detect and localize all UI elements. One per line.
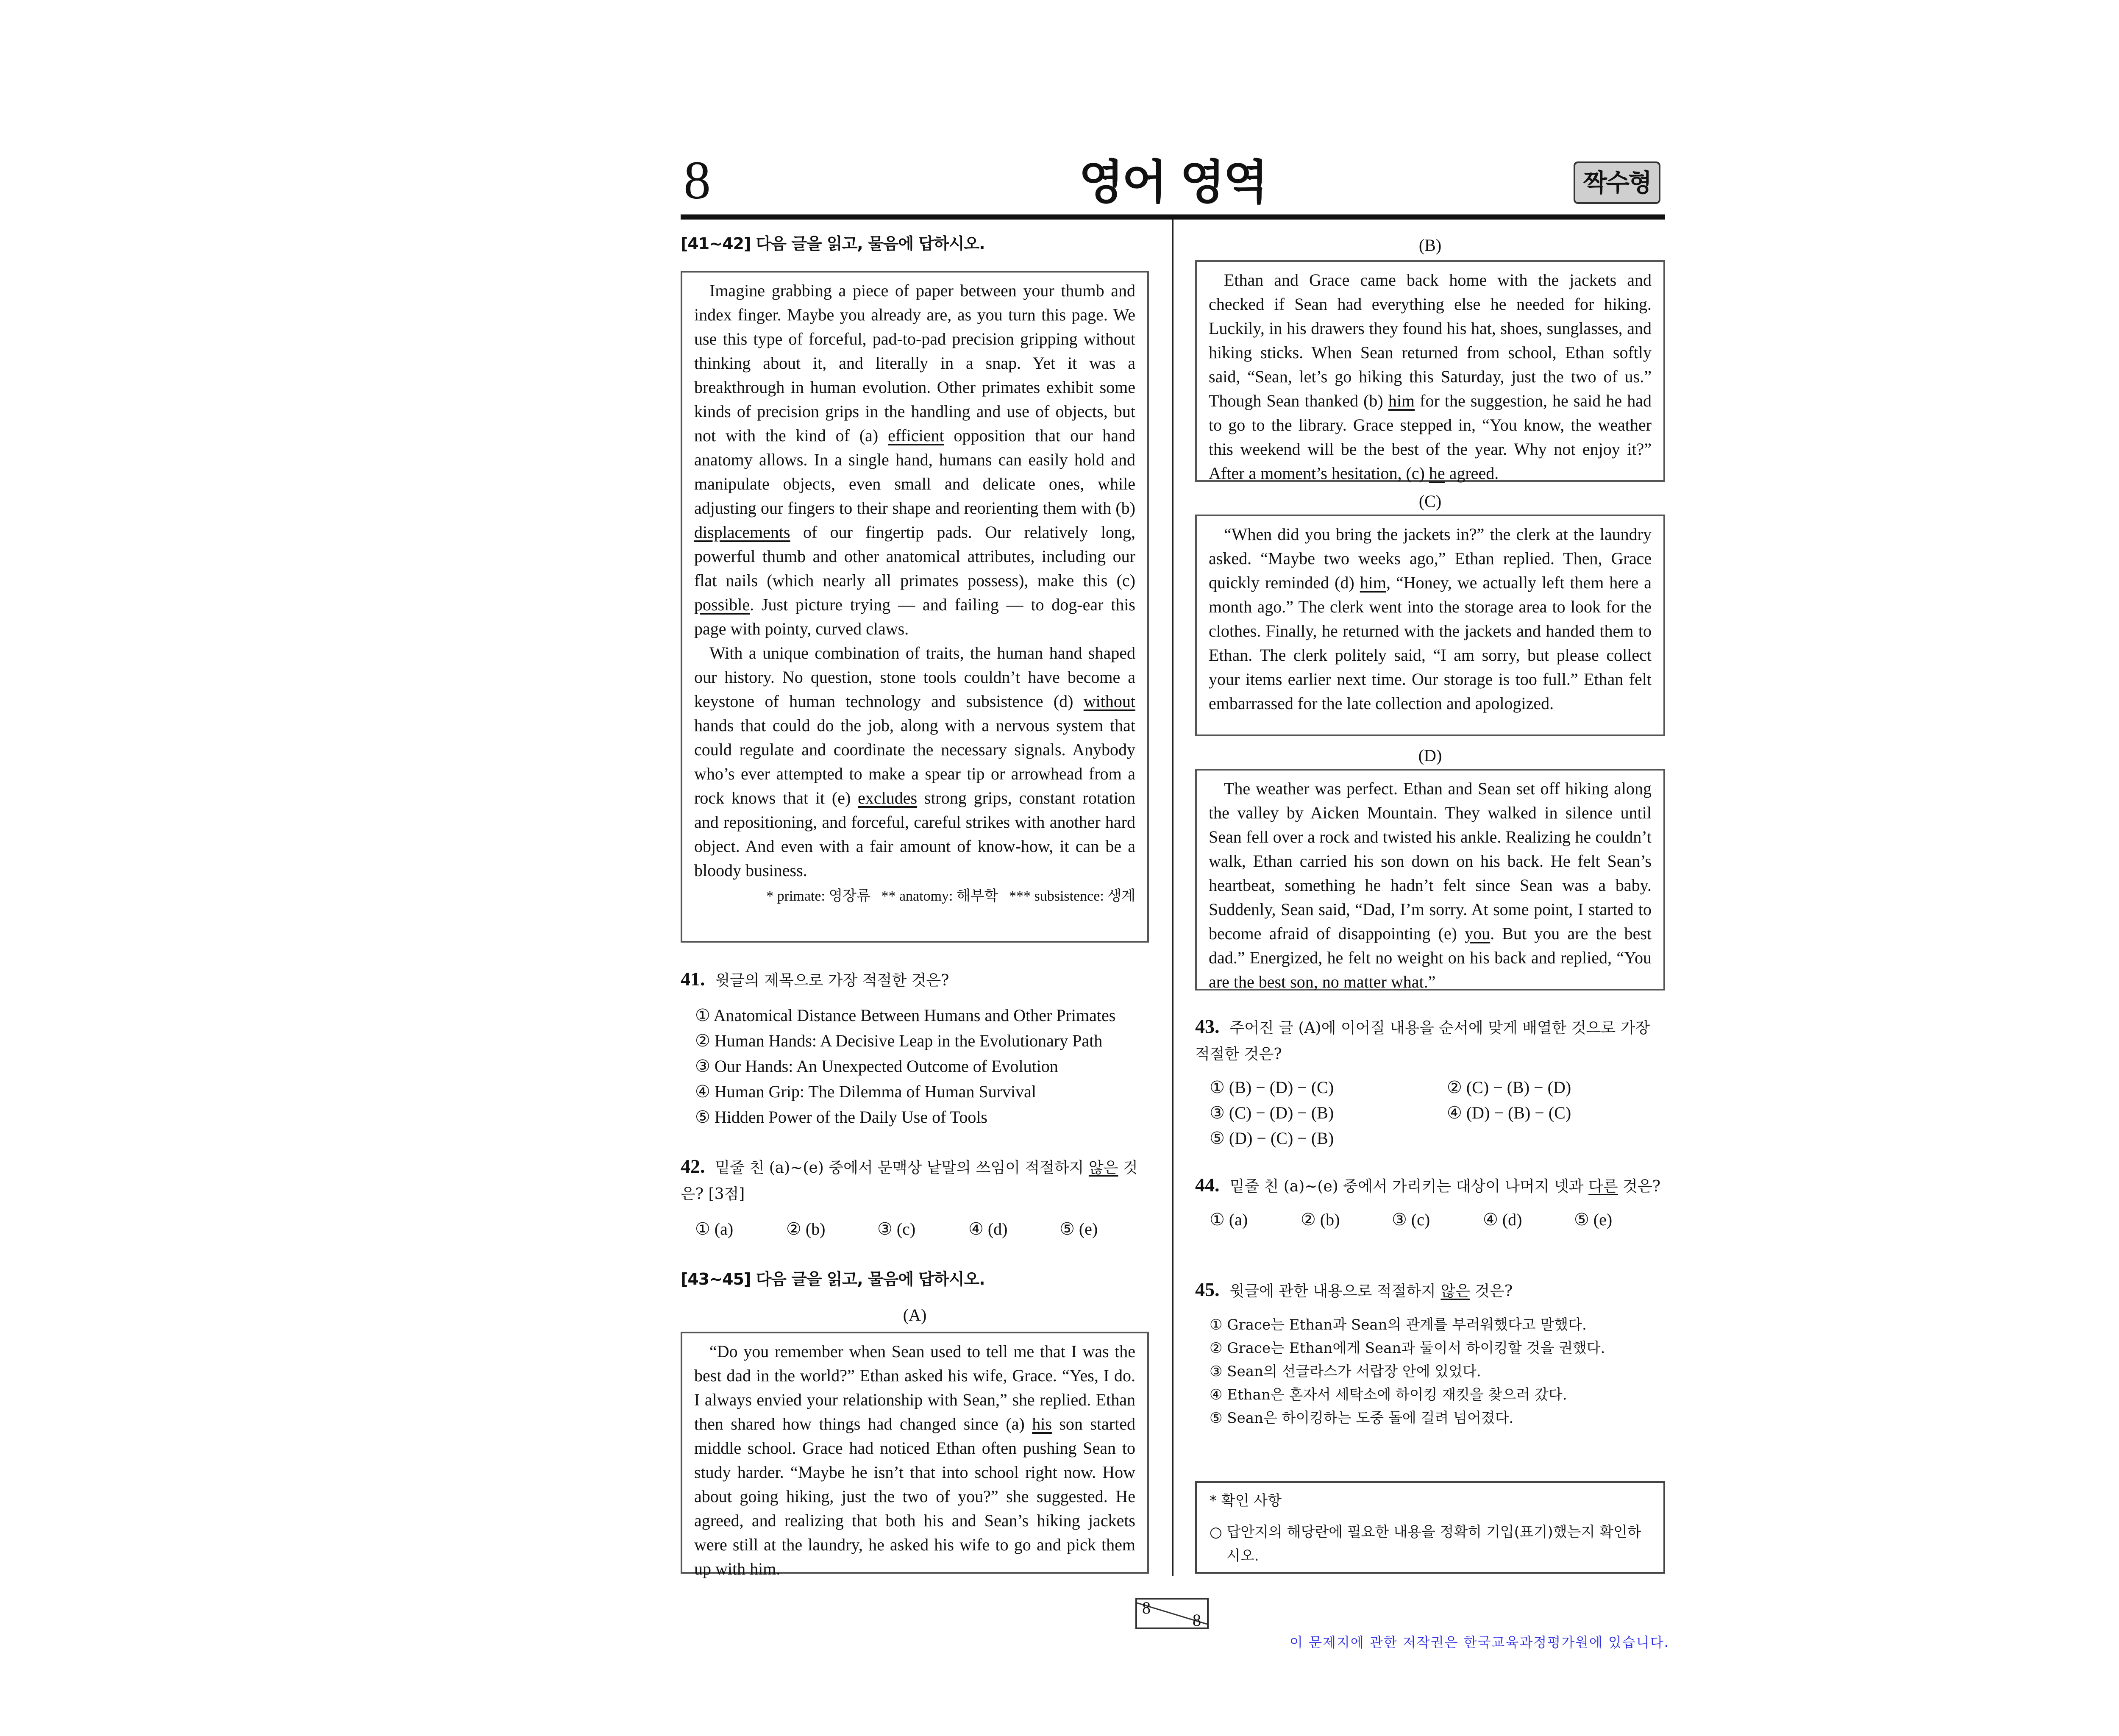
option-2[interactable]: ② Human Hands: A Decisive Leap in the Evolutionary Path <box>695 1031 1103 1050</box>
passage-sentence: for the suggestion, he said he had to go to the library. Grace stepped in, “You know, the weather this weekend will be the best of the year. Why not enjoy it?” After a moment’s hesitation, (c) <box>1209 391 1652 483</box>
passage-sentence: . Just picture trying — and failing — to dog-ear this page with pointy, curved claws. <box>694 595 1135 638</box>
option-1[interactable]: ① Anatomical Distance Between Humans and Other Primates <box>695 1006 1116 1025</box>
paragraph <box>694 641 1135 882</box>
option-5[interactable]: ⑤ Hidden Power of the Daily Use of Tools <box>695 1107 987 1127</box>
underlined-word: efficient <box>888 426 944 445</box>
option-2[interactable]: ② Grace는 Ethan에게 Sean과 둘이서 하이킹할 것을 권했다. <box>1210 1340 1605 1357</box>
options <box>681 1216 1151 1242</box>
question-number: 43. <box>1195 1015 1220 1037</box>
passage-sentence: opposition that our hand anatomy allows. In a single hand, humans can easily hold and manipulate objects, even small and delicate ones, while adjusting our fingers to their shape and reorienting them with (b) <box>694 426 1136 517</box>
column-divider <box>1172 220 1174 1576</box>
question-number: 41. <box>681 968 705 990</box>
option-5[interactable]: ⑤ Sean은 하이킹하는 도중 돌에 걸려 넘어졌다. <box>1210 1410 1514 1427</box>
header-rule <box>681 214 1665 220</box>
passage-sentence: The weather was perfect. Ethan and Sean set off hiking along the valley by Aicken Mountain. They walked in silence until Sean fell over a rock and twisted his ankle. Realizing he couldn’t walk, Ethan carried his son down on his back. He felt Sean’s heartbeat, something he hadn’t felt since Sean was a baby. Suddenly, Sean said, “Dad, I’m sorry. At some point, I started to become afraid of disappointing (e) <box>1209 779 1652 943</box>
question-stem: 윗글에 관한 내용으로 적절하지 <box>1229 1283 1441 1300</box>
paragraph <box>1209 776 1652 994</box>
copyright-notice: 이 문제지에 관한 저작권은 한국교육과정평가원에 있습니다. <box>1290 1634 1669 1650</box>
options <box>1195 1313 1665 1430</box>
option-2[interactable]: ② (b) <box>786 1219 826 1238</box>
question-stem: 밑줄 친 (a)~(e) 중에서 가리키는 대상이 나머지 넷과 <box>1229 1178 1589 1195</box>
option-1[interactable]: ① (B) − (D) − (C) <box>1210 1078 1334 1097</box>
passage-sentence: , “Honey, we actually left them here a month ago.” The clerk went into the storage area to look for the clothes. Finally, he returned with the jackets and handed them to Ethan. The clerk politely said, “I am sorry, but please collect your items earlier next time. Our storage is too full.” Ethan felt embarrassed for the late collection and apologized. <box>1209 573 1652 713</box>
option-4[interactable]: ④ Human Grip: The Dilemma of Human Survival <box>695 1082 1036 1101</box>
passage-text <box>1209 522 1652 715</box>
page-indicator <box>1135 1598 1209 1629</box>
passage-sentence: son started middle school. Grace had noticed Ethan often pushing Sean to study harder. “Maybe he isn’t that into school right now. How about going hiking, just the two of you?” she suggested. He agreed, and realizing that both his and Sean’s hiking jackets were still at the laundry, he asked his wife to go and pick them up with him. <box>694 1414 1135 1578</box>
question-stem-end: 것은? <box>1618 1178 1660 1195</box>
option-4[interactable]: ④ Ethan은 혼자서 세탁소에 하이킹 재킷을 찾으러 갔다. <box>1210 1386 1567 1403</box>
option-5[interactable]: ⑤ (e) <box>1060 1219 1098 1238</box>
form-type-badge: 짝수형 <box>1574 161 1660 204</box>
question-number: 45. <box>1195 1279 1220 1300</box>
paragraph <box>694 278 1135 641</box>
underlined-word: his <box>1032 1414 1052 1433</box>
option-5[interactable]: ⑤ (D) − (C) − (B) <box>1210 1129 1334 1148</box>
total-pages: 8 <box>1193 1611 1201 1630</box>
option-1[interactable]: ① (a) <box>1210 1210 1248 1229</box>
options <box>1195 1207 1665 1232</box>
option-4[interactable]: ④ (D) − (B) − (C) <box>1447 1103 1571 1122</box>
underlined-word: he <box>1429 464 1445 483</box>
passage-sentence: hands that could do the job, along with a nervous system that could regulate and coordinate the necessary signals. Anybody who’s ever attempted to make a spear tip or arrowhead from a rock knows that it (e) <box>694 716 1135 807</box>
question-stem-end: 것은? <box>1470 1283 1513 1300</box>
paragraph <box>1209 522 1652 715</box>
passage-box-d <box>1195 769 1665 990</box>
passage-box-c <box>1195 515 1665 736</box>
option-5[interactable]: ⑤ (e) <box>1574 1210 1613 1229</box>
passage-sentence: Imagine grabbing a piece of paper between your thumb and index finger. Maybe you already are, as you turn this page. We use this type of forceful, pad-to-pad precision gripping without thinking about it, and literally in a snap. Yet it was a breakthrough in human evolution. Other primates exhibit some kinds of precision grips in the handling and use of objects, but not with the kind of (a) <box>694 281 1135 445</box>
confirmation-box <box>1195 1481 1665 1574</box>
passage-sentence: . But you are the best dad.” Energized, he felt no weight on his back and replied, “You are the best son, no matter what.” <box>1209 924 1652 991</box>
question-43 <box>1195 1014 1665 1151</box>
passage-sentence: strong grips, constant rotation and repositioning, and forceful, careful strikes with another hard object. And even with a fair amount of know-how, it can be a bloody business. <box>694 788 1135 880</box>
option-2[interactable]: ② (C) − (B) − (D) <box>1447 1078 1571 1097</box>
option-3[interactable]: ③ Our Hands: An Unexpected Outcome of Evolution <box>695 1057 1058 1076</box>
label-c: (C) <box>1418 492 1442 511</box>
question-44 <box>1195 1172 1665 1232</box>
question-42 <box>681 1154 1151 1242</box>
label-a: (A) <box>903 1305 927 1324</box>
instruction-41-42: [41~42] 다음 글을 읽고, 물음에 답하시오. <box>681 234 985 253</box>
passage-sentence: “Do you remember when Sean used to tell me that I was the best dad in the world?” Ethan asked his wife, Grace. “Yes, I do. I always envied your relationship with Sean,” she replied. Ethan then shared how things had changed since (a) <box>694 1342 1135 1433</box>
label-b: (B) <box>1418 236 1442 255</box>
option-1[interactable]: ① (a) <box>695 1219 734 1238</box>
stem-underlined: 다른 <box>1588 1178 1618 1195</box>
passage-text <box>694 278 1135 882</box>
confirmation-item: ○ 답안지의 해당란에 필요한 내용을 정확히 기입(표기)했는지 확인하시오. <box>1210 1524 1641 1564</box>
passage-sentence: With a unique combination of traits, the human hand shaped our history. No question, stone tools couldn’t have become a keystone of human technology and subsistence (d) <box>694 643 1135 711</box>
underlined-word: excludes <box>858 788 918 807</box>
footnote: * primate: 영장류 ** anatomy: 해부학 *** subsistence: 생계 <box>766 888 1135 904</box>
option-4[interactable]: ④ (d) <box>968 1219 1008 1238</box>
stem-underlined: 않은 <box>1088 1159 1118 1177</box>
passage-text <box>1209 776 1652 994</box>
passage-sentence: “When did you bring the jackets in?” the clerk at the laundry asked. “Maybe two weeks ago,” Ethan replied. Then, Grace quickly reminded (d) <box>1209 525 1652 592</box>
options <box>681 1003 1151 1130</box>
stem-underlined: 않은 <box>1440 1283 1470 1300</box>
label-d: (D) <box>1418 746 1442 765</box>
passage-box-a <box>681 1332 1149 1578</box>
question-stem: 주어진 글 (A)에 이어질 내용을 순서에 맞게 배열한 것으로 가장 적절한 것은? <box>1195 1019 1650 1063</box>
options <box>1195 1075 1665 1151</box>
underlined-word: possible <box>694 595 750 614</box>
confirmation-title: * 확인 사항 <box>1210 1492 1282 1509</box>
underlined-word: without <box>1083 692 1135 711</box>
question-41 <box>681 966 1151 1130</box>
passage-box-b <box>1195 260 1665 482</box>
option-3[interactable]: ③ (c) <box>1392 1210 1430 1229</box>
question-number: 44. <box>1195 1174 1220 1196</box>
passage-text <box>694 1339 1135 1581</box>
underlined-word: him <box>1388 391 1415 410</box>
option-3[interactable]: ③ (C) − (D) − (B) <box>1210 1103 1334 1122</box>
underlined-word: displacements <box>694 523 790 542</box>
question-stem: 윗글의 제목으로 가장 적절한 것은? <box>715 972 949 989</box>
passage-sentence: agreed. <box>1445 464 1499 483</box>
paragraph <box>1209 268 1652 485</box>
option-2[interactable]: ② (b) <box>1301 1210 1340 1229</box>
instruction-43-45: [43~45] 다음 글을 읽고, 물음에 답하시오. <box>681 1270 985 1288</box>
option-3[interactable]: ③ Sean의 선글라스가 서랍장 안에 있었다. <box>1210 1363 1481 1380</box>
option-3[interactable]: ③ (c) <box>877 1219 916 1238</box>
passage-text <box>1209 268 1652 485</box>
option-1[interactable]: ① Grace는 Ethan과 Sean의 관계를 부러워했다고 말했다. <box>1210 1316 1587 1333</box>
question-45 <box>1195 1277 1665 1430</box>
question-stem: 밑줄 친 (a)~(e) 중에서 문맥상 낱말의 쓰임이 적절하지 <box>715 1159 1089 1177</box>
passage-sentence: of our fingertip pads. Our relatively long, powerful thumb and other anatomical attributes, including our flat nails (which nearly all primates possess), make this (c) <box>694 523 1135 590</box>
underlined-word: you <box>1465 924 1491 943</box>
option-4[interactable]: ④ (d) <box>1483 1210 1522 1229</box>
question-stem-end: 것은? [3점] <box>681 1159 1138 1203</box>
current-page: 8 <box>1142 1598 1151 1617</box>
page-title: 영어 영역 <box>1079 155 1267 209</box>
paragraph <box>694 1339 1135 1581</box>
passage-sentence: Ethan and Grace came back home with the jackets and checked if Sean had everything else he needed for hiking. Luckily, in his drawers they found his hat, shoes, sunglasses, and hiking sticks. When Sean returned from school, Ethan softly said, “Sean, let’s go hiking this Saturday, just the two of us.” Though Sean thanked (b) <box>1209 270 1652 410</box>
passage-box-41-42 <box>681 271 1149 943</box>
underlined-word: him <box>1360 573 1386 592</box>
page-number: 8 <box>684 150 711 210</box>
question-number: 42. <box>681 1155 705 1177</box>
